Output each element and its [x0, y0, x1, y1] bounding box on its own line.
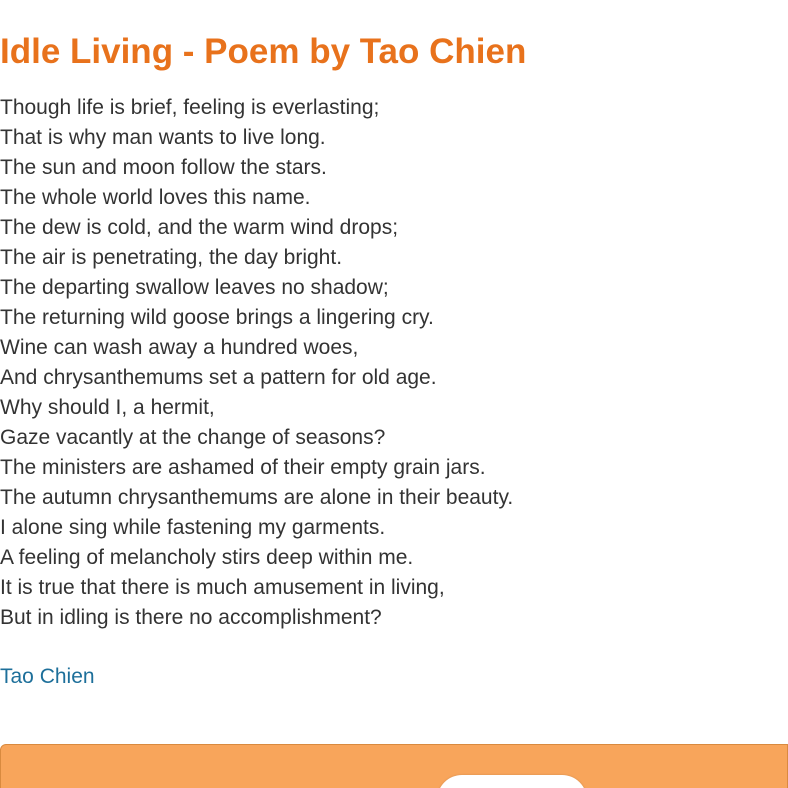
poem-line: I alone sing while fastening my garments. — [0, 516, 386, 539]
banner-pill-button[interactable] — [437, 775, 587, 788]
poem-line: The sun and moon follow the stars. — [0, 156, 327, 179]
poem-body — [0, 93, 513, 633]
poem-line: Though life is brief, feeling is everlasting; — [0, 96, 380, 119]
poem-line: It is true that there is much amusement in living, — [0, 576, 445, 599]
poem-line: The dew is cold, and the warm wind drops; — [0, 216, 399, 239]
poem-line: The returning wild goose brings a lingering cry. — [0, 306, 434, 329]
poem-line: The ministers are ashamed of their empty grain jars. — [0, 456, 486, 479]
poem-line: The departing swallow leaves no shadow; — [0, 276, 389, 299]
poem-line: The air is penetrating, the day bright. — [0, 246, 343, 269]
poem-line: And chrysanthemums set a pattern for old age. — [0, 366, 437, 389]
author-link[interactable]: Tao Chien — [0, 665, 95, 688]
poem-line: Wine can wash away a hundred woes, — [0, 336, 359, 359]
poem-line: Gaze vacantly at the change of seasons? — [0, 426, 386, 449]
poem-line: That is why man wants to live long. — [0, 126, 326, 149]
poem-line: But in idling is there no accomplishment? — [0, 606, 382, 629]
poem-line: A feeling of melancholy stirs deep within me. — [0, 546, 414, 569]
poem-line: The autumn chrysanthemums are alone in their beauty. — [0, 486, 514, 509]
poem-line: The whole world loves this name. — [0, 186, 311, 209]
poem-line: Why should I, a hermit, — [0, 396, 215, 419]
orange-banner — [0, 744, 788, 788]
page-title: Idle Living - Poem by Tao Chien — [0, 32, 527, 71]
